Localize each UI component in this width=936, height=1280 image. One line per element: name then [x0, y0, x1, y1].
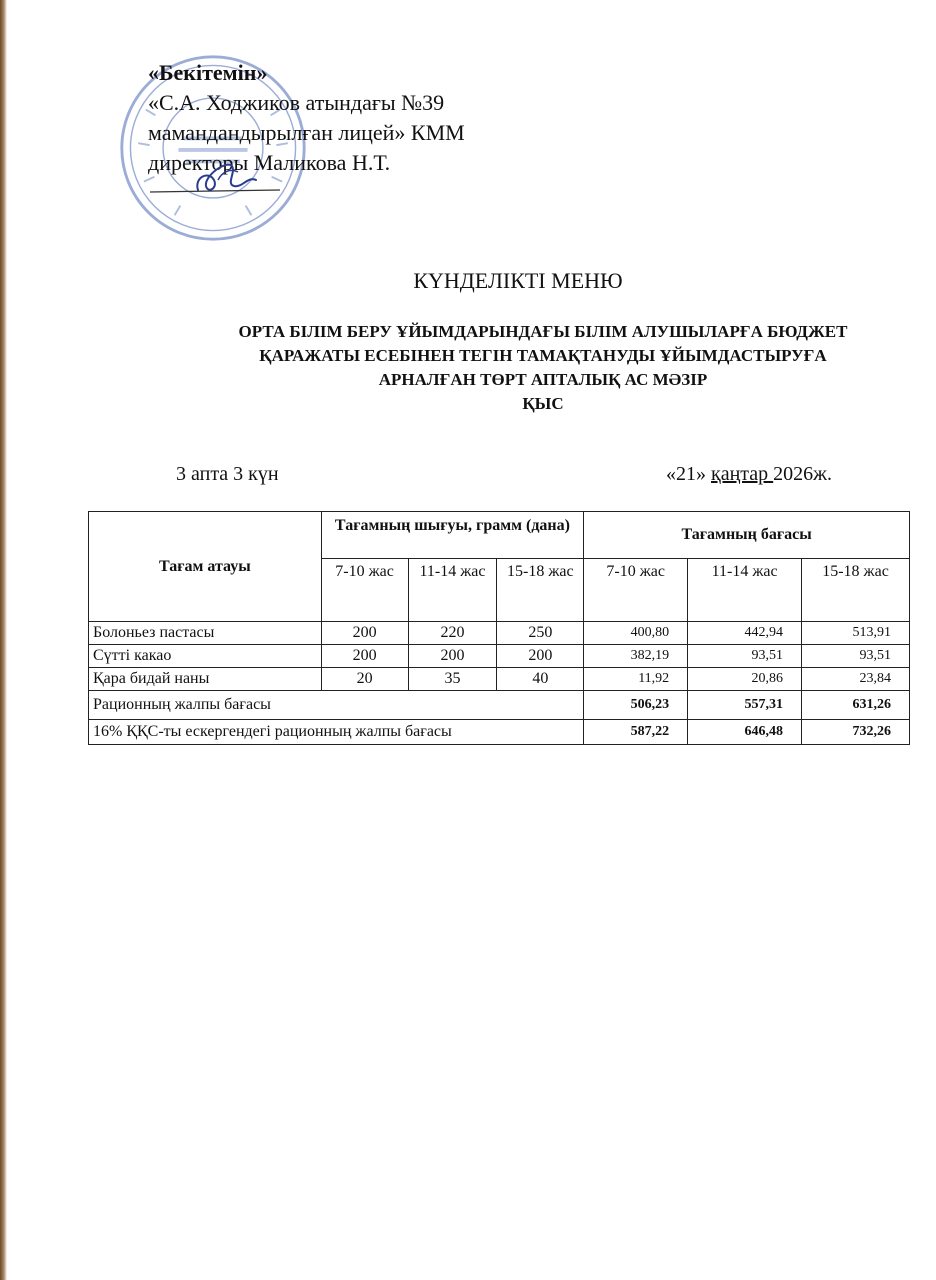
approval-label: «Бекітемін» — [148, 60, 268, 85]
yield-7-10: 200 — [321, 622, 408, 645]
total-row — [89, 691, 910, 720]
table-header-row — [89, 512, 910, 559]
total-15-18: 631,26 — [802, 691, 910, 720]
price-15-18: 93,51 — [802, 645, 910, 668]
yield-15-18: 40 — [497, 668, 584, 691]
menu-table — [88, 511, 910, 745]
table-row — [89, 645, 910, 668]
scan-edge — [0, 0, 7, 1280]
table-row — [89, 668, 910, 691]
approval-line-school: «С.А. Ходжиков атындағы №39 — [148, 90, 445, 115]
date-day: «21» — [666, 463, 706, 485]
yield-15-18: 250 — [497, 622, 584, 645]
subtitle-line-2: ҚАРАЖАТЫ ЕСЕБІНЕН ТЕГІН ТАМАҚТАНУДЫ ҰЙЫМДАСТЫРУҒА — [259, 346, 827, 365]
total-7-10: 506,23 — [584, 691, 688, 720]
yield-7-10: 20 — [321, 668, 408, 691]
header-yield-age-15-18: 15-18 жас — [497, 559, 584, 622]
menu-subtitle — [0, 320, 936, 416]
yield-11-14: 35 — [408, 668, 497, 691]
header-yield-age-11-14: 11-14 жас — [408, 559, 497, 622]
yield-11-14: 200 — [408, 645, 497, 668]
yield-15-18: 200 — [497, 645, 584, 668]
vat-total-label: 16% ҚҚС-ты ескергендегі рационның жалпы бағасы — [89, 720, 584, 745]
approval-line-director: директоры Маликова Н.Т. — [148, 150, 391, 175]
header-dish-name: Тағам атауы — [89, 512, 322, 622]
header-yield-group: Тағамның шығуы, грамм (дана) — [321, 512, 584, 559]
price-7-10: 11,92 — [584, 668, 688, 691]
menu-date — [666, 463, 832, 486]
page-title: КҮНДЕЛІКТІ МЕНЮ — [413, 268, 623, 293]
price-15-18: 513,91 — [802, 622, 910, 645]
vat-total-row — [89, 720, 910, 745]
total-11-14: 557,31 — [688, 691, 802, 720]
price-15-18: 23,84 — [802, 668, 910, 691]
date-month: қаңтар — [711, 463, 774, 485]
vat-total-15-18: 732,26 — [802, 720, 910, 745]
yield-11-14: 220 — [408, 622, 497, 645]
date-year: 2026ж. — [773, 463, 832, 485]
price-11-14: 442,94 — [688, 622, 802, 645]
header-price-age-11-14: 11-14 жас — [688, 559, 802, 622]
vat-total-11-14: 646,48 — [688, 720, 802, 745]
price-7-10: 382,19 — [584, 645, 688, 668]
header-price-group: Тағамның бағасы — [584, 512, 910, 559]
dish-name: Болоньез пастасы — [89, 622, 322, 645]
director-signature — [148, 150, 283, 200]
table-row — [89, 622, 910, 645]
dish-name: Қара бидай наны — [89, 668, 322, 691]
price-7-10: 400,80 — [584, 622, 688, 645]
header-yield-age-7-10: 7-10 жас — [321, 559, 408, 622]
subtitle-line-1: ОРТА БІЛІМ БЕРУ ҰЙЫМДАРЫНДАҒЫ БІЛІМ АЛУШЫЛАРҒА БЮДЖЕТ — [238, 322, 848, 341]
week-day-label: 3 апта 3 күн — [176, 463, 279, 485]
dish-name: Сүтті какао — [89, 645, 322, 668]
header-price-age-15-18: 15-18 жас — [802, 559, 910, 622]
approval-line-lyceum: мамандандырылған лицей» КММ — [148, 120, 465, 145]
price-11-14: 20,86 — [688, 668, 802, 691]
subtitle-line-3: АРНАЛҒАН ТӨРТ АПТАЛЫҚ АС МӘЗІР — [378, 370, 708, 389]
vat-total-7-10: 587,22 — [584, 720, 688, 745]
subtitle-season: ҚЫС — [522, 394, 564, 413]
header-price-age-7-10: 7-10 жас — [584, 559, 688, 622]
total-label: Рационның жалпы бағасы — [89, 691, 584, 720]
price-11-14: 93,51 — [688, 645, 802, 668]
yield-7-10: 200 — [321, 645, 408, 668]
